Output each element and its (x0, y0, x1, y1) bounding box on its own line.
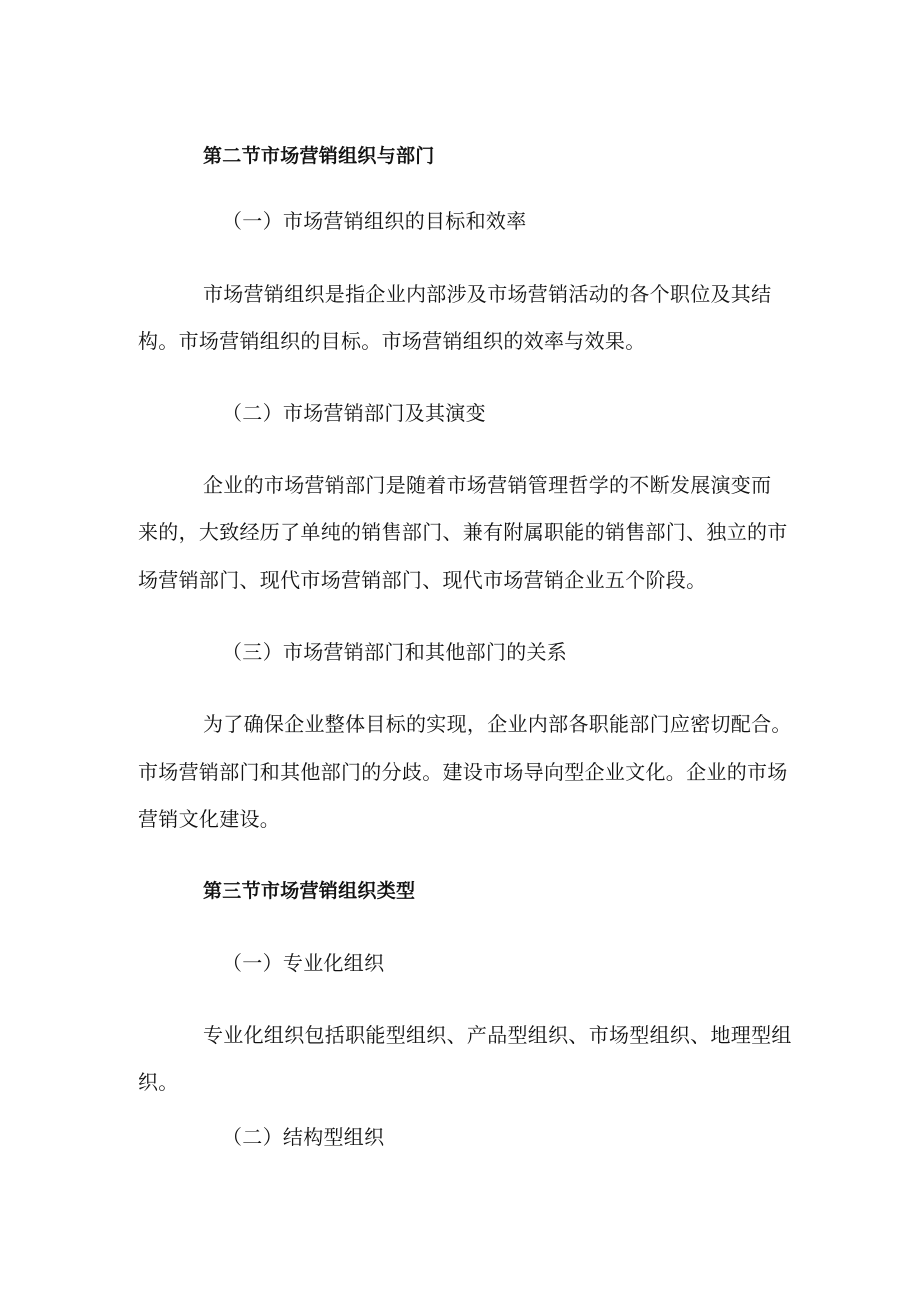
subsection-title: （二）结构型组织 (222, 1125, 385, 1149)
paragraph-line: 来的，大致经历了单纯的销售部门、兼有附属职能的销售部门、独立的市 (138, 520, 788, 544)
paragraph-line: 场营销部门、现代市场营销部门、现代市场营销企业五个阶段。 (138, 568, 707, 592)
subsection-title: （一）市场营销组织的目标和效率 (222, 209, 527, 233)
subsection-title: （二）市场营销部门及其演变 (222, 401, 486, 425)
paragraph-line: 企业的市场营销部门是随着市场营销管理哲学的不断发展演变而 (203, 473, 772, 497)
paragraph-line: 营销文化建设。 (138, 807, 281, 831)
section-heading-3: 第三节市场营销组织类型 (203, 880, 416, 902)
paragraph-line: 市场营销部门和其他部门的分歧。建设市场导向型企业文化。企业的市场 (138, 760, 788, 784)
paragraph-line: 为了确保企业整体目标的实现，企业内部各职能部门应密切配合。 (203, 712, 792, 736)
paragraph-line: 织。 (138, 1070, 179, 1094)
subsection-title: （三）市场营销部门和其他部门的关系 (222, 640, 568, 664)
paragraph-line: 市场营销组织是指企业内部涉及市场营销活动的各个职位及其结 (203, 282, 772, 306)
section-heading-2: 第二节市场营销组织与部门 (203, 145, 435, 167)
subsection-title: （一）专业化组织 (222, 951, 385, 975)
paragraph-line: 专业化组织包括职能型组织、产品型组织、市场型组织、地理型组 (203, 1023, 792, 1047)
paragraph-line: 构。市场营销组织的目标。市场营销组织的效率与效果。 (138, 329, 646, 353)
